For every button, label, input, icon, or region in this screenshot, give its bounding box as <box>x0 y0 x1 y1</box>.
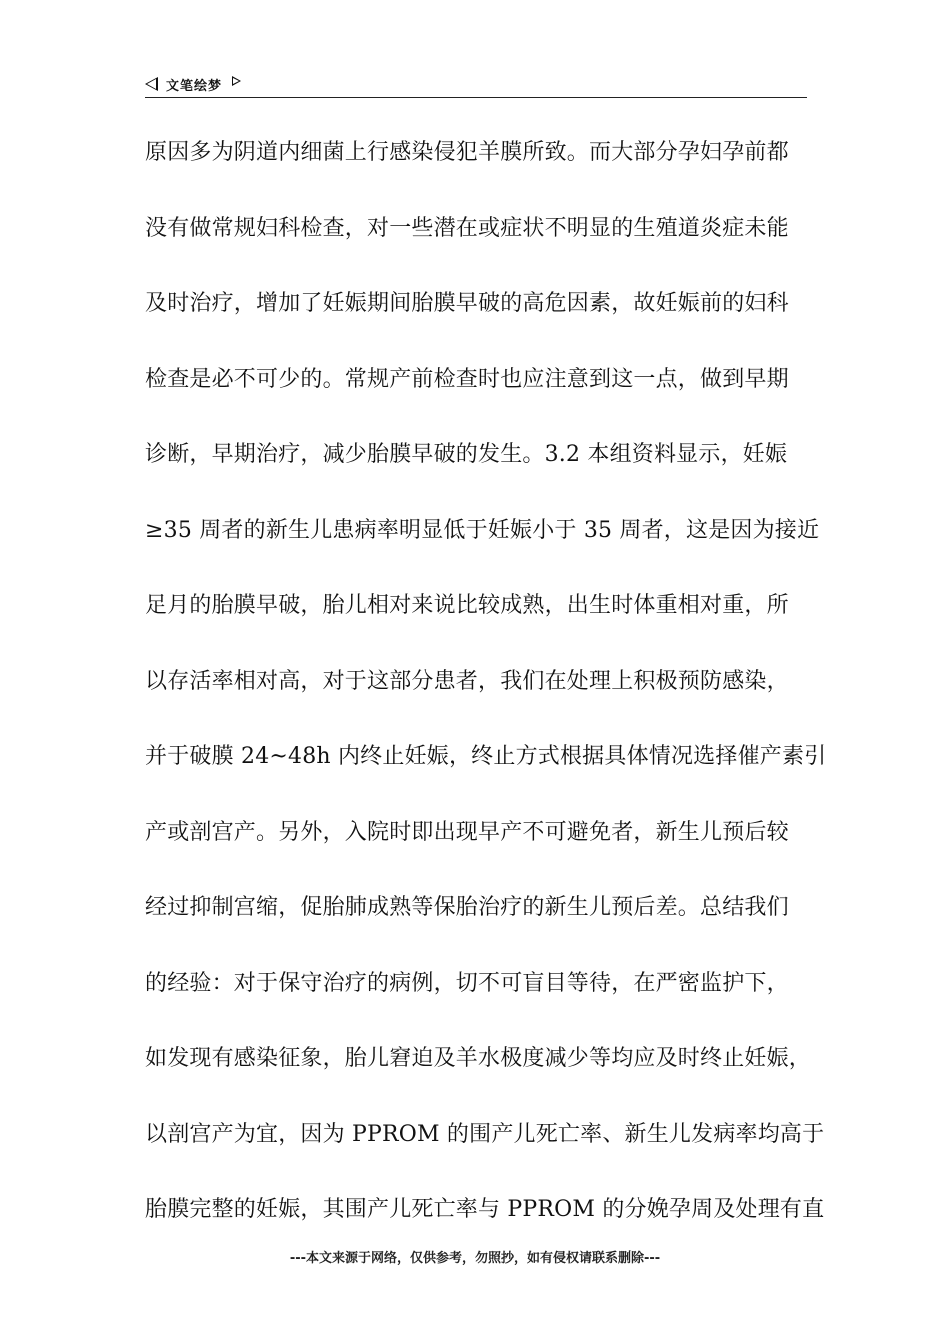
text-line: 产或剖宫产。另外，入院时即出现早产不可避免者，新生儿预后较 <box>145 819 789 845</box>
text-line: 没有做常规妇科检查，对一些潜在或症状不明显的生殖道炎症未能 <box>145 215 789 241</box>
text-line: 足月的胎膜早破，胎儿相对来说比较成熟，出生时体重相对重，所 <box>145 593 789 618</box>
text-line: 诊断，早期治疗，减少胎膜早破的发生。3.2 本组资料显示，妊娠 <box>145 442 788 467</box>
left-triangle-icon <box>145 77 158 91</box>
text-line: ≥35 周者的新生儿患病率明显低于妊娠小于 35 周者，这是因为接近 <box>145 517 820 543</box>
document-body <box>145 130 825 1263</box>
text-line: 并于破膜 24~48h 内终止妊娠，终止方式根据具体情况选择催产素引 <box>145 744 827 769</box>
text-line: 的经验：对于保守治疗的病例，切不可盲目等待，在严密监护下， <box>145 970 789 996</box>
footer-notice: ---本文来源于网络，仅供参考，勿照抄，如有侵权请联系删除--- <box>289 1251 661 1266</box>
text-line: 经过抑制宫缩，促胎肺成熟等保胎治疗的新生儿预后差。总结我们 <box>145 895 789 920</box>
text-line: 如发现有感染征象，胎儿窘迫及羊水极度减少等均应及时终止妊娠， <box>145 1046 812 1071</box>
header-title: 文笔绘梦 <box>166 78 223 94</box>
text-line: 以存活率相对高，对于这部分患者，我们在处理上积极预防感染， <box>145 668 789 694</box>
right-triangle-icon <box>232 76 241 86</box>
text-line: 及时治疗，增加了妊娠期间胎膜早破的高危因素，故妊娠前的妇科 <box>145 291 789 316</box>
page-header <box>145 70 807 98</box>
text-line: 胎膜完整的妊娠，其围产儿死亡率与 PPROM 的分娩孕周及处理有直 <box>145 1197 825 1222</box>
text-line: 原因多为阴道内细菌上行感染侵犯羊膜所致。而大部分孕妇孕前都 <box>145 140 789 165</box>
header-brand <box>145 74 241 94</box>
text-line: 以剖宫产为宜，因为 PPROM 的围产儿死亡率、新生儿发病率均高于 <box>145 1121 825 1147</box>
header-divider <box>145 97 807 98</box>
text-line: 检查是必不可少的。常规产前检查时也应注意到这一点，做到早期 <box>145 366 789 392</box>
